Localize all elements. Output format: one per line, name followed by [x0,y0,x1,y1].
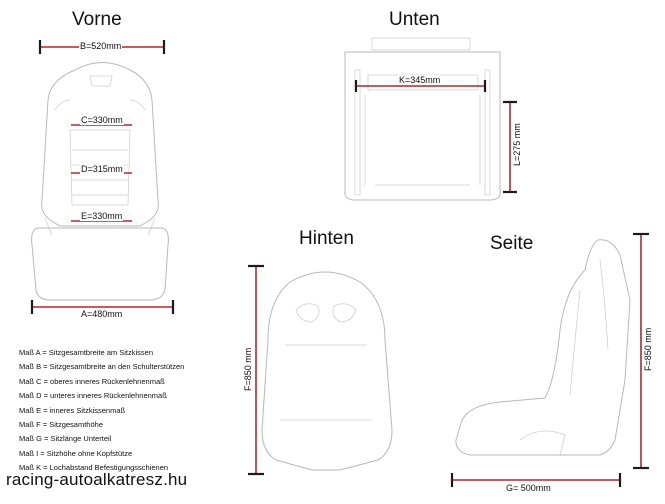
dimension-c-label: C=330mm [81,115,123,125]
dimension-a-label: A=480mm [81,309,123,319]
dimension-f-side-label: F=850 mm [643,327,653,371]
dimension-legend [19,346,184,476]
legend-item: Maß K = Lochabstand Befestigungsschienen [19,463,169,473]
legend-item: Maß A = Sitzgesamtbreite am Sitzkissen [19,348,154,357]
dimension-l-label: L=275 mm [512,123,522,166]
view-title-back: Hinten [299,228,354,249]
side-seat-outline [456,240,630,455]
front-seat-outline [32,63,169,301]
watermark-text: racing-autoalkatresz.hu [6,470,188,489]
legend-item: Maß C = oberes inneres Rückenlehnenmaß [19,376,165,386]
view-title-bottom: Unten [389,9,440,30]
dimension-e-label: E=330mm [81,211,123,221]
legend-item: Maß F = Sitzgesamthöhe [19,420,103,430]
dimension-k-label: K=345mm [399,75,441,85]
back-seat-outline [262,272,392,470]
dimension-d-label: D=315mm [81,164,123,174]
view-title-front: Vorne [72,9,122,30]
dimension-g-label: G= 500mm [506,483,551,493]
legend-item: Maß I = Sitzhöhe ohne Kopfstütze [19,448,133,458]
bottom-frame-outline [345,38,500,200]
legend-item: Maß D = unteres inneres Rückenlehnenmaß [19,391,167,401]
legend-item: Maß G = Sitzlänge Unterteil [19,434,112,444]
view-title-side: Seite [490,233,534,254]
legend-item: Maß E = inneres Sitzkissenmaß [19,405,126,415]
dimension-f-back-label: F=850 mm [243,347,253,391]
legend-item: Maß B = Sitzgesamtbreite an den Schulterstützen [19,362,185,372]
dimension-b-label: B=520mm [80,41,122,51]
